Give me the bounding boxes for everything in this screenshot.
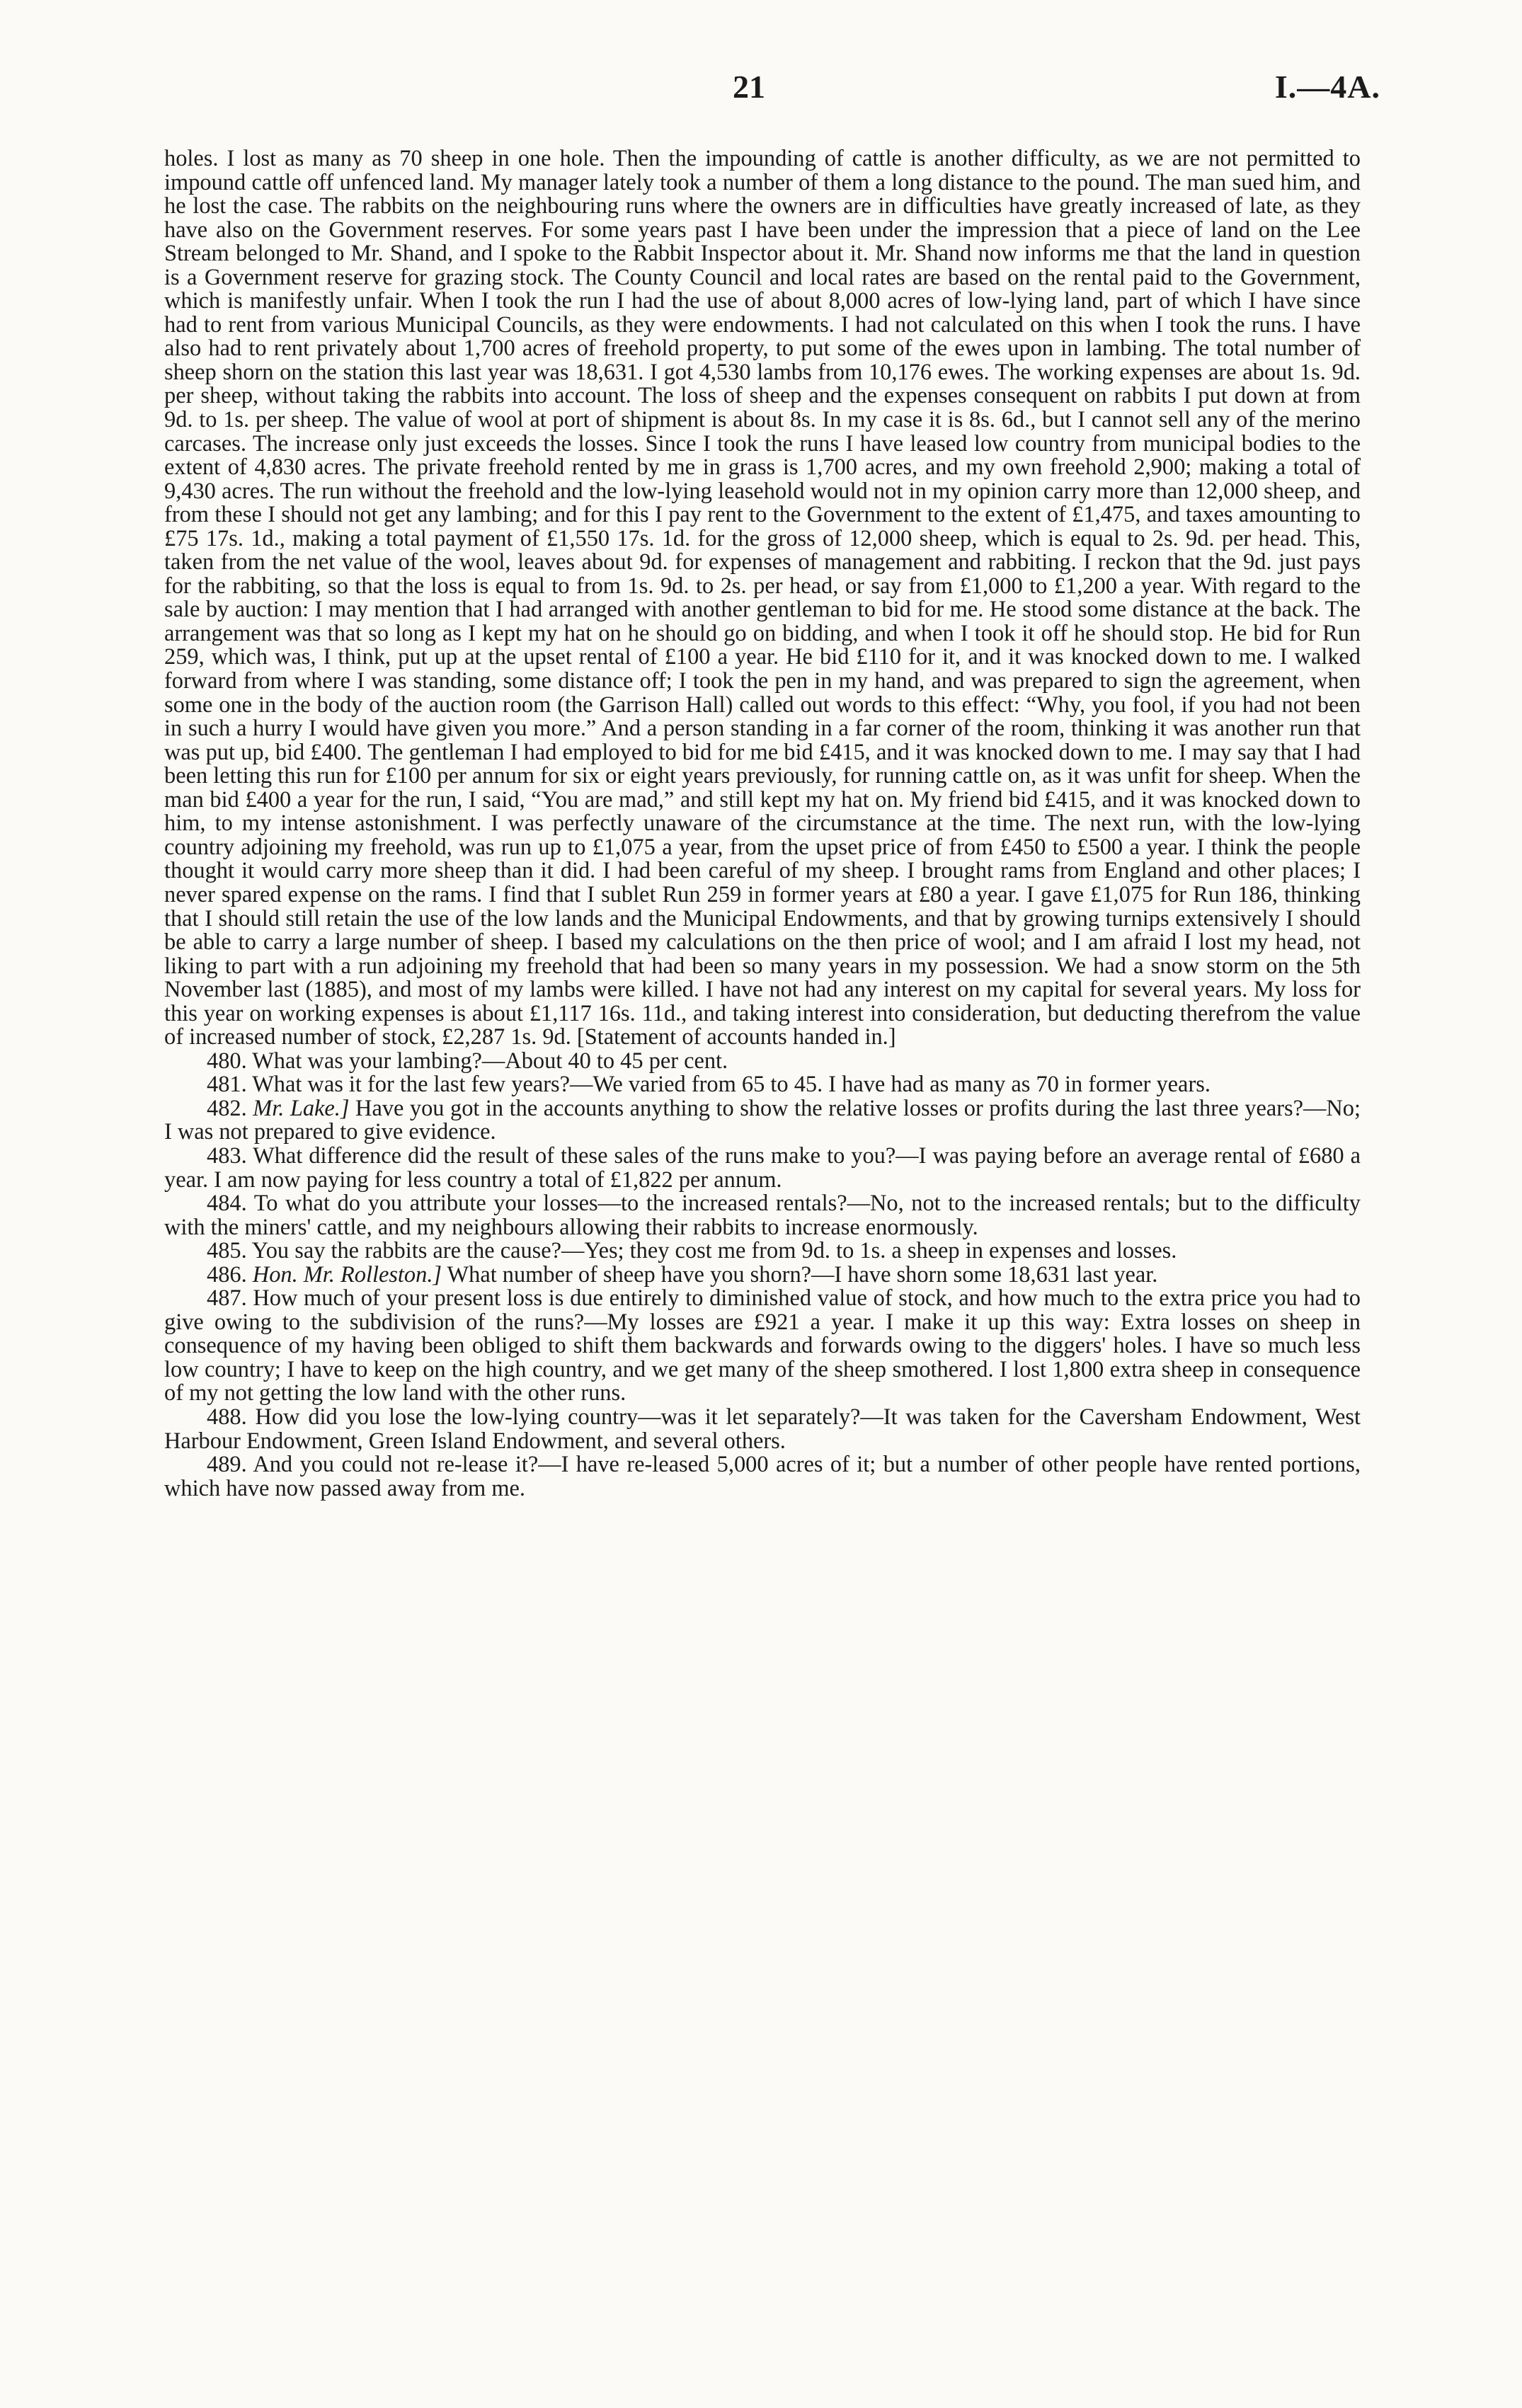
question-489: 489. And you could not re-lease it?—I have re-leased 5,000 acres of it; but a number of other people have rented portions, which have now passed away from me. [164,1452,1361,1501]
body-text [164,147,1361,1501]
question-482 [164,1097,1361,1145]
question-487: 487. How much of your present loss is due entirely to diminished value of stock, and how much to the extra price you had to give owing to the subdivision of the runs?—My losses are £921 a year. I make it up this way: Extra losses on sheep in consequence of my having been obliged to shift them backwards and forwards owing to the diggers' holes. I have so much less low country; I have to keep on the high country, and we get many of the sheep smothered. I lost 1,800 extra sheep in consequence of my not getting the low land with the other runs. [164,1285,1361,1406]
question-480: 480. What was your lambing?—About 40 to 45 per cent. [207,1048,728,1074]
page-number: 21 [733,69,765,105]
question-text: What number of sheep have you shorn?—I have shorn some 18,631 last year. [447,1261,1158,1288]
question-484: 484. To what do you attribute your losses—to the increased rentals?—No, not to the increased rentals; but to the difficulty with the miners' cattle, and my neighbours allowing their rabbits to increase enormously. [164,1191,1361,1240]
speaker-name: Hon. Mr. Rolleston.] [252,1261,442,1288]
witness-statement: holes. I lost as many as 70 sheep in one hole. Then the impounding of cattle is another difficulty, as we are not permitted to impound cattle off unfenced land. My manager lately took a number of them a long distance to the pound. The man sued him, and he lost the case. The rabbits on the neighbouring runs where the owners are in difficulties have greatly increased of late, as they have also on the Government reserves. For some years past I have been under the impression that a piece of land on the Lee Stream belonged to Mr. Shand, and I spoke to the Rabbit Inspector about it. Mr. Shand now informs me that the land in question is a Government reserve for grazing stock. The County Council and local rates are based on the rental paid to the Government, which is manifestly unfair. When I took the run I had the use of about 8,000 acres of low-lying land, part of which I have since had to rent from various Municipal Councils, as they were endowments. I had not calculated on this when I took the runs. I have also had to rent privately about 1,700 acres of freehold property, to put some of the ewes upon in lambing. The total number of sheep shorn on the station this last year was 18,631. I got 4,530 lambs from 10,176 ewes. The working expenses are about 1s. 9d. per sheep, without taking the rabbits into account. The loss of sheep and the expenses consequent on rabbits I put down at from 9d. to 1s. per sheep. The value of wool at port of shipment is about 8s. In my case it is 8s. 6d., but I cannot sell any of the merino carcases. The increase only just exceeds the losses. Since I took the runs I have leased low country from municipal bodies to the extent of 4,830 acres. The private freehold rented by me in grass is 1,700 acres, and my own freehold 2,900; making a total of 9,430 acres. The run without the freehold and the low-lying leasehold would not in my opinion carry more than 12,000 sheep, and from these I should not get any lambing; and for this I pay rent to the Government to the extent of £1,475, and taxes amounting to £75 17s. 1d., making a total payment of £1,550 17s. 1d. for the gross of 12,000 sheep, which is equal to 2s. 9d. per head. This, taken from the net value of the wool, leaves about 9d. for expenses of management and rabbiting. I reckon that the 9d. just pays for the rabbiting, so that the loss is equal to from 1s. 9d. to 2s. per head, or say from £1,000 to £1,200 a year. With regard to the sale by auction: I may mention that I had arranged with another gentleman to bid for me. He stood some distance at the back. The arrangement was that so long as I kept my hat on he should go on bidding, and when I took it off he should stop. He bid for Run 259, which was, I think, put up at the upset rental of £100 a year. He bid £110 for it, and it was knocked down to me. I walked forward from where I was standing, some distance off; I took the pen in my hand, and was prepared to sign the agreement, when some one in the body of the auction room (the Garrison Hall) called out words to this effect: “Why, you fool, if you had not been in such a hurry I would have given you more.” And a person standing in a far corner of the room, thinking it was another run that was put up, bid £400. The gentleman I had employed to bid for me bid £415, and it was knocked down to me. I may say that I had been letting this run for £100 per annum for six or eight years previously, for running cattle on, as it was unfit for sheep. When the man bid £400 a year for the run, I said, “You are mad,” and still kept my hat on. My friend bid £415, and it was knocked down to him, to my intense astonishment. I was perfectly unaware of the circumstance at the time. The next run, with the low-lying country adjoining my freehold, was run up to £1,075 a year, from the upset price of from £450 to £500 a year. I think the people thought it would carry more sheep than it did. I had been careful of my sheep. I brought rams from England and other places; I never spared expense on the rams. I find that I sublet Run 259 in former years at £80 a year. I gave £1,075 for Run 186, thinking that I should still retain the use of the low lands and the Municipal Endowments, and that by growing turnips extensively I should be able to carry a large number of sheep. I based my calculations on the then price of wool; and I am afraid I lost my head, not liking to part with a run adjoining my freehold that had been so many years in my possession. We had a snow storm on the 5th November last (1885), and most of my lambs were killed. I have not had any interest on my capital for several years. My loss for this year on working expenses is about £1,117 16s. 11d., and taking interest into consideration, but deducting therefrom the value of increased number of stock, £2,287 1s. 9d. [Statement of accounts handed in.] [164,146,1361,1050]
question-number: 486. [207,1261,247,1288]
question-486 [164,1263,1361,1288]
speaker-name: Mr. Lake.] [253,1095,350,1121]
question-485: 485. You say the rabbits are the cause?—Yes; they cost me from 9d. to 1s. a sheep in expenses and losses. [207,1238,1177,1264]
document-code: I.—4A. [1274,69,1380,105]
page-header [0,68,1522,117]
question-483: 483. What difference did the result of these sales of the runs make to you?—I was paying before an average rental of £680 a year. I am now paying for less country a total of £1,822 per annum. [164,1142,1361,1193]
question-number: 482. [207,1095,247,1121]
question-488: 488. How did you lose the low-lying country—was it let separately?—It was taken for the Caversham Endowment, West Harbour Endowment, Green Island Endowment, and several others. [164,1404,1361,1454]
question-text: Have you got in the accounts anything to show the relative losses or profits during the last three years?—No; I was not prepared to give evidence. [164,1095,1361,1145]
question-481: 481. What was it for the last few years?—We varied from 65 to 45. I have had as many as 70 in former years. [207,1072,1211,1098]
